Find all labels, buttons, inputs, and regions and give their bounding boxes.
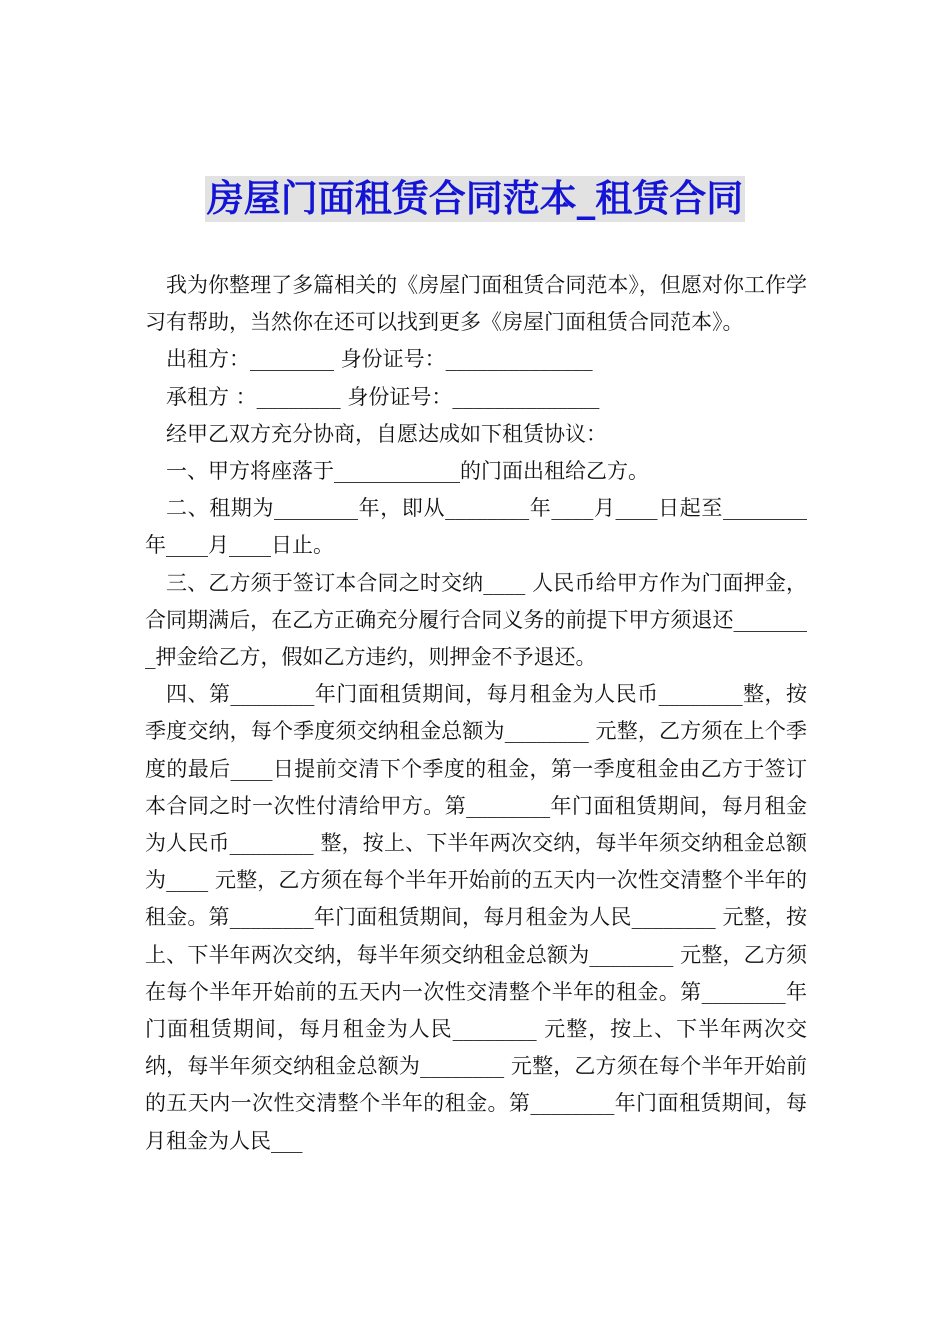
- clause-2: 二、租期为________年，即从________年____月____日起至________年____月____日止。: [145, 496, 807, 558]
- clause-3: 三、乙方须于签订本合同之时交纳____ 人民币给甲方作为门面押金，合同期满后，在乙方正确充分履行合同义务的前提下甲方须退还________押金给乙方，假如乙方违约，则押金不予退还。: [145, 570, 807, 670]
- clause-1: 一、甲方将座落于____________的门面出租给乙方。: [166, 459, 649, 484]
- document-title: 房屋门面租赁合同范本_租赁合同: [206, 177, 744, 220]
- lessor-line: 出租方：________ 身份证号：______________: [166, 347, 593, 372]
- lessee-line: 承租方 ：________ 身份证号：______________: [166, 384, 600, 409]
- intro-paragraph: 我为你整理了多篇相关的《房屋门面租赁合同范本》，但愿对你工作学习有帮助，当然你在还可以找到更多《房屋门面租赁合同范本》。: [145, 273, 807, 335]
- agreement-intro: 经甲乙双方充分协商，自愿达成如下租赁协议：: [166, 421, 607, 446]
- title-container: [0, 176, 950, 222]
- clause-4: 四、第________年门面租赁期间，每月租金为人民币________整，按季度交纳，每个季度须交纳租金总额为________ 元整，乙方须在上个季度的最后____日提前交清下个季度的租金，第一季度租金由乙方于签订本合同之时一次性付清给甲方。第________年门面租赁期间，每月租金为人民币________ 整，按上、下半年两次交纳，每半年须交纳租金总额为____ 元整，乙方须在每个半年开始前的五天内一次性交清整个半年的租金。第________年门面租赁期间，每月租金为人民________ 元整，按上、下半年两次交纳，每半年须交纳租金总额为________ 元整，乙方须在每个半年开始前的五天内一次性交清整个半年的租金。第________年门面租赁期间，每月租金为人民________ 元整，按上、下半年两次交纳，每半年须交纳租金总额为________ 元整，乙方须在每个半年开始前的五天内一次性交清整个半年的租金。第________年门面租赁期间，每月租金为人民___: [145, 682, 807, 1153]
- document-body: [145, 267, 807, 1160]
